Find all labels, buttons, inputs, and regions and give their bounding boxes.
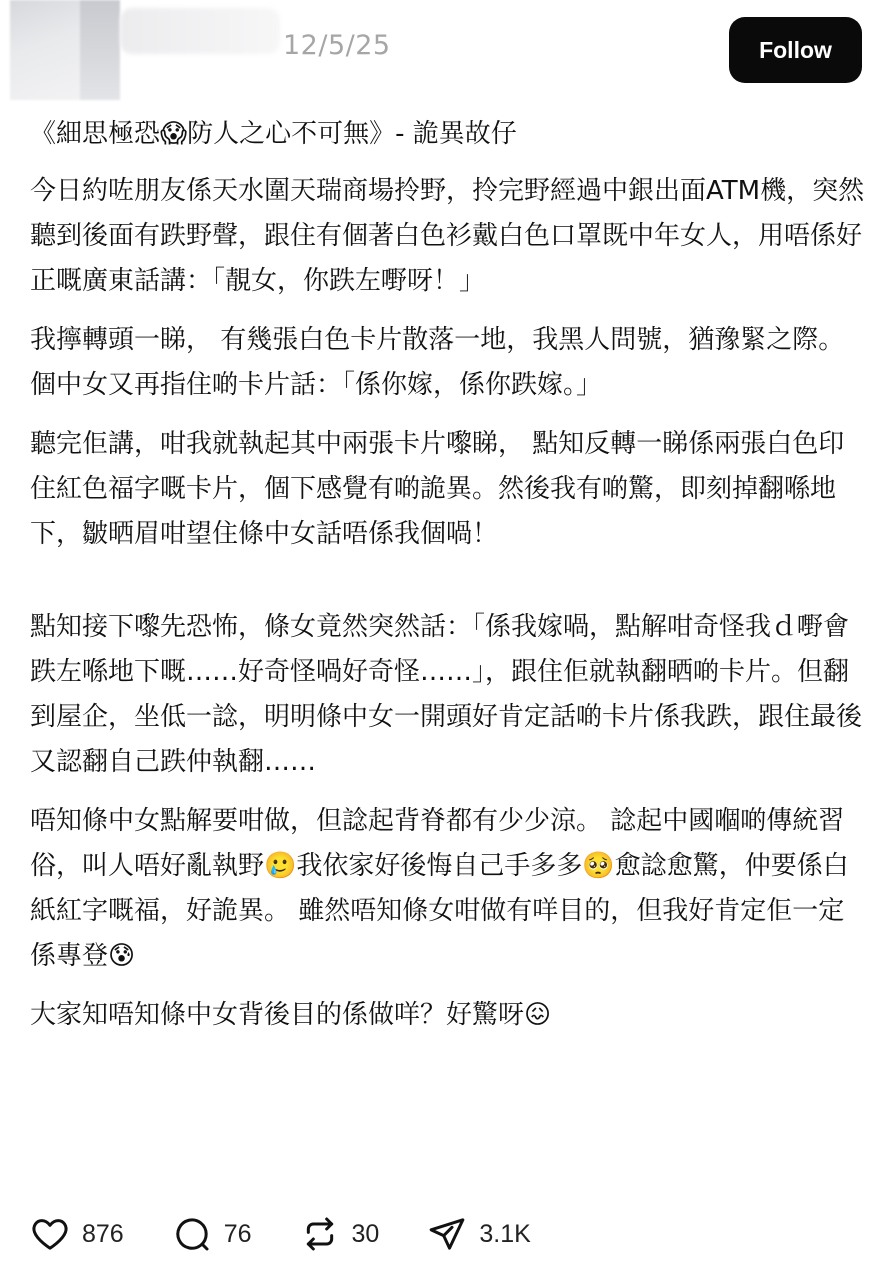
repost-count: 30 <box>351 1219 380 1248</box>
post-paragraph-5: 唔知條中女點解要咁做，但諗起背脊都有少少涼。 諗起中國嗰啲傳統習俗，叫人唔好亂執野🥲我依家好後悔自己手多多🥺愈諗愈驚，仲要係白紙紅字嘅福，好詭異。 雖然唔知條女咁做有咩目的，但我好肯定佢一定係專登😰 <box>30 806 849 971</box>
comment-bubble-icon <box>172 1214 212 1254</box>
like-button[interactable] <box>30 1214 124 1254</box>
share-count: 3.1K <box>479 1219 531 1248</box>
repost-button[interactable] <box>300 1214 380 1254</box>
post-timestamp: 12/5/25 <box>283 30 391 61</box>
paper-plane-icon <box>427 1214 467 1254</box>
share-button[interactable] <box>427 1214 530 1254</box>
post-paragraph-3: 聽完佢講，咁我就執起其中兩張卡片嚟睇， 點知反轉一睇係兩張白色印住紅色福字嘅卡片，個下感覺有啲詭異。然後我有啲驚，即刻掉翻喺地下，皺晒眉咁望住條中女話唔係我個喎！ <box>30 429 845 549</box>
comment-count: 76 <box>223 1219 252 1248</box>
heart-icon <box>30 1214 70 1254</box>
avatar[interactable] <box>10 0 120 100</box>
like-count: 876 <box>82 1219 124 1248</box>
post-paragraph-6: 大家知唔知條中女背後目的係做咩？好驚呀😖 <box>30 1000 552 1030</box>
post-paragraph-2: 我擰轉頭一睇， 有幾張白色卡片散落一地，我黑人問號，猶豫緊之際。個中女又再指住啲卡片話：「係你嫁，係你跌嫁。」 <box>30 325 845 400</box>
post-header <box>0 0 891 100</box>
action-bar <box>30 1212 579 1256</box>
post-paragraph-1: 今日約咗朋友係天水圍天瑞商場拎野，拎完野經過中銀出面ATM機，突然聽到後面有跌野聲，跟住有個著白色衫戴白色口罩既中年女人，用唔係好正嘅廣東話講：「靚女，你跌左嘢呀！」 <box>30 176 865 296</box>
post-title: 《細思極恐😱防人之心不可無》- 詭異故仔 <box>30 119 517 149</box>
paragraph-spacer <box>30 571 866 605</box>
repost-icon <box>300 1214 340 1254</box>
username[interactable] <box>120 8 280 54</box>
follow-button[interactable]: Follow <box>729 17 862 83</box>
comment-button[interactable] <box>172 1214 252 1254</box>
post-content <box>30 112 866 1052</box>
post-paragraph-4: 點知接下嚟先恐怖，條女竟然突然話：「係我嫁喎，點解咁奇怪我ｄ嘢會跌左喺地下嘅……好奇怪喎好奇怪……」，跟住佢就執翻晒啲卡片。但翻到屋企，坐低一諗，明明條中女一開頭好肯定話啲卡片係我跌，跟住最後又認翻自己跌仲執翻…… <box>30 612 863 777</box>
